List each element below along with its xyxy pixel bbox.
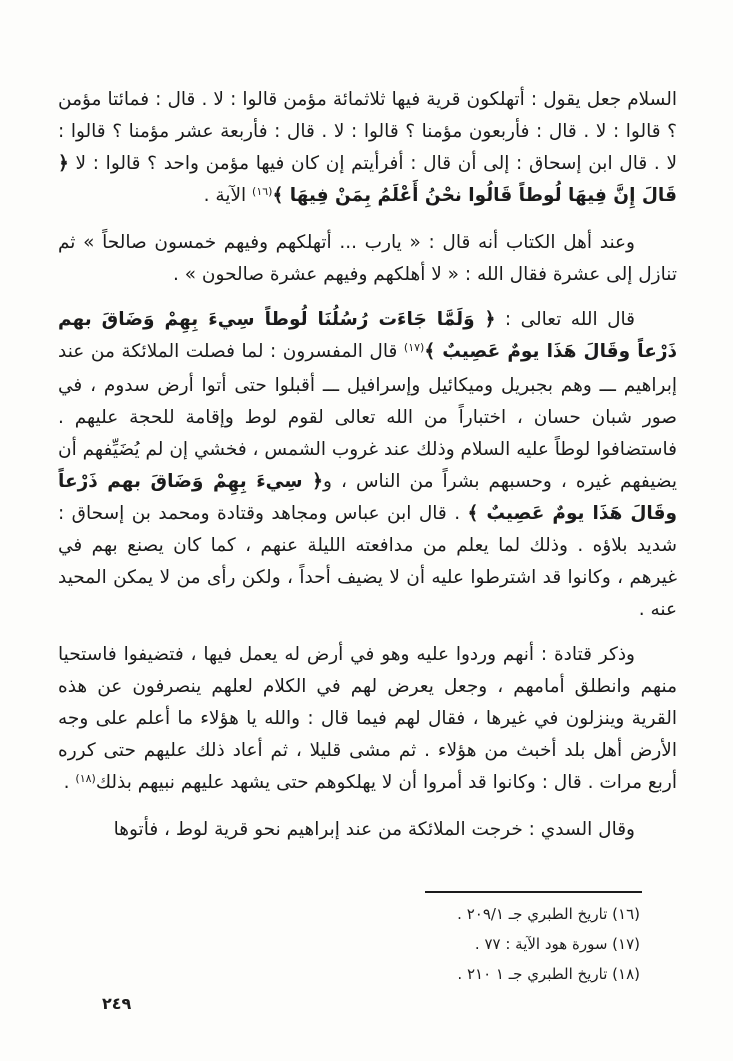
text-run: .: [63, 772, 76, 793]
footnote-ref: (١٧): [403, 341, 425, 354]
footnote-separator-rule: [425, 891, 642, 893]
paragraph: [58, 639, 677, 801]
paragraph: [58, 84, 677, 214]
footnote-ref: (١٨): [75, 772, 96, 785]
footnotes-block: [60, 899, 640, 989]
footnote-item: (١٦) تاريخ الطبري جـ ٢٠٩/١ .: [457, 905, 640, 923]
paragraph: [58, 814, 677, 846]
text-run: . قال ابن عباس ومجاهد وقتادة ومحمد بن إسحاق : شديد بلاؤه . وذلك لما يعلم من مدافعته الليلة عنهم ، كما كان يصنع بهم في غيرهم ، وكانوا قد اشترطوا عليه أن لا يضيف أحداً ، ولكن رأى من لا يمكن المحيد عنه .: [58, 503, 677, 620]
paragraph: [58, 227, 677, 291]
text-run: وقال السدي : خرجت الملائكة من عند إبراهيم نحو قرية لوط ، فأتوها: [113, 819, 635, 840]
quran-verse: ﴿ قَالَ إِنَّ فِيهَا لُوطاً قَالُوا نحْنُ أَعْلَمُ بِمَنْ فِيهَا ﴾: [58, 153, 677, 206]
text-run: قال الله تعالى :: [495, 309, 635, 330]
text-run: الآية .: [203, 185, 253, 206]
page-number: ٢٤٩: [102, 994, 132, 1013]
quran-verse: ﴿ سِيءَ بِهِمْ وَضَاقَ بهم ذَرْعاً وقَالَ هَذَا يومٌ عَصِيبٌ ﴾: [58, 471, 677, 524]
paragraph: [58, 304, 677, 626]
text-run: وعند أهل الكتاب أنه قال : « يارب ... أتهلكهم وفيهم خمسون صالحاً » ثم تنازل إلى عشرة فقال الله : « لا أهلكهم وفيهم عشرة صالحون » .: [58, 232, 677, 285]
text-run: وذكر قتادة : أنهم وردوا عليه وهو في أرض له يعمل فيها ، فتضيفوا فاستحيا منهم وانطلق أمامهم ، وجعل يعرض لهم في الكلام لعلهم ينصرفون عن هذه القرية وينزلون في غيرها ، فقال لهم فيما قال : والله يا هؤلاء ما أعلم على وجه الأرض أهل بلد أخبث من هؤلاء . ثم مشى قليلا ، ثم أعاد ذلك عليهم حتى كرره أربع مرات . قال : وكانوا قد أمروا أن لا يهلكوهم حتى يشهد عليهم نبيهم بذلك: [58, 644, 677, 793]
footnote-item: (١٧) سورة هود الآية : ٧٧ .: [474, 935, 640, 953]
main-text-block: [58, 84, 677, 846]
text-run: السلام جعل يقول : أتهلكون قرية فيها ثلاثمائة مؤمن قالوا : لا . قال : فمائتا مؤمن ؟ قالوا : لا . قال : فأربعون مؤمنا ؟ قالوا : لا . قال : فأربعة عشر مؤمنا ؟ قالوا : لا . قال ابن إسحاق : إلى أن قال : أفرأيتم إن كان فيها مؤمن واحد ؟ قالوا : لا: [58, 89, 677, 174]
quran-verse: ﴿ وَلَمَّا جَاءَت رُسُلُنَا لُوطاً سِيءَ بِهِمْ وَضَاقَ بهم ذَرْعاً وقَالَ هَذَا يومٌ عَصِيبٌ ﴾: [58, 309, 678, 362]
footnote-item: (١٨) تاريخ الطبري جـ ١ ٢١٠ .: [457, 965, 640, 983]
text-run: قال المفسرون : لما فصلت الملائكة من عند إبراهيم ـــ وهم بجبريل وميكائيل وإسرافيل ـــ أقبلوا حتى أتوا أرض سدوم ، في صور شبان حسان ، اختباراً من الله تعالى لقوم لوط وإقامة للحجة عليهم . فاستضافوا لوطاً عليه السلام وذلك عند غروب الشمس ، فخشي إن لم يُضَيِّفهم أن يضيفهم غيره ، وحسبهم بشراً من الناس ، و: [58, 341, 677, 492]
footnote-ref: (١٦): [252, 185, 273, 198]
